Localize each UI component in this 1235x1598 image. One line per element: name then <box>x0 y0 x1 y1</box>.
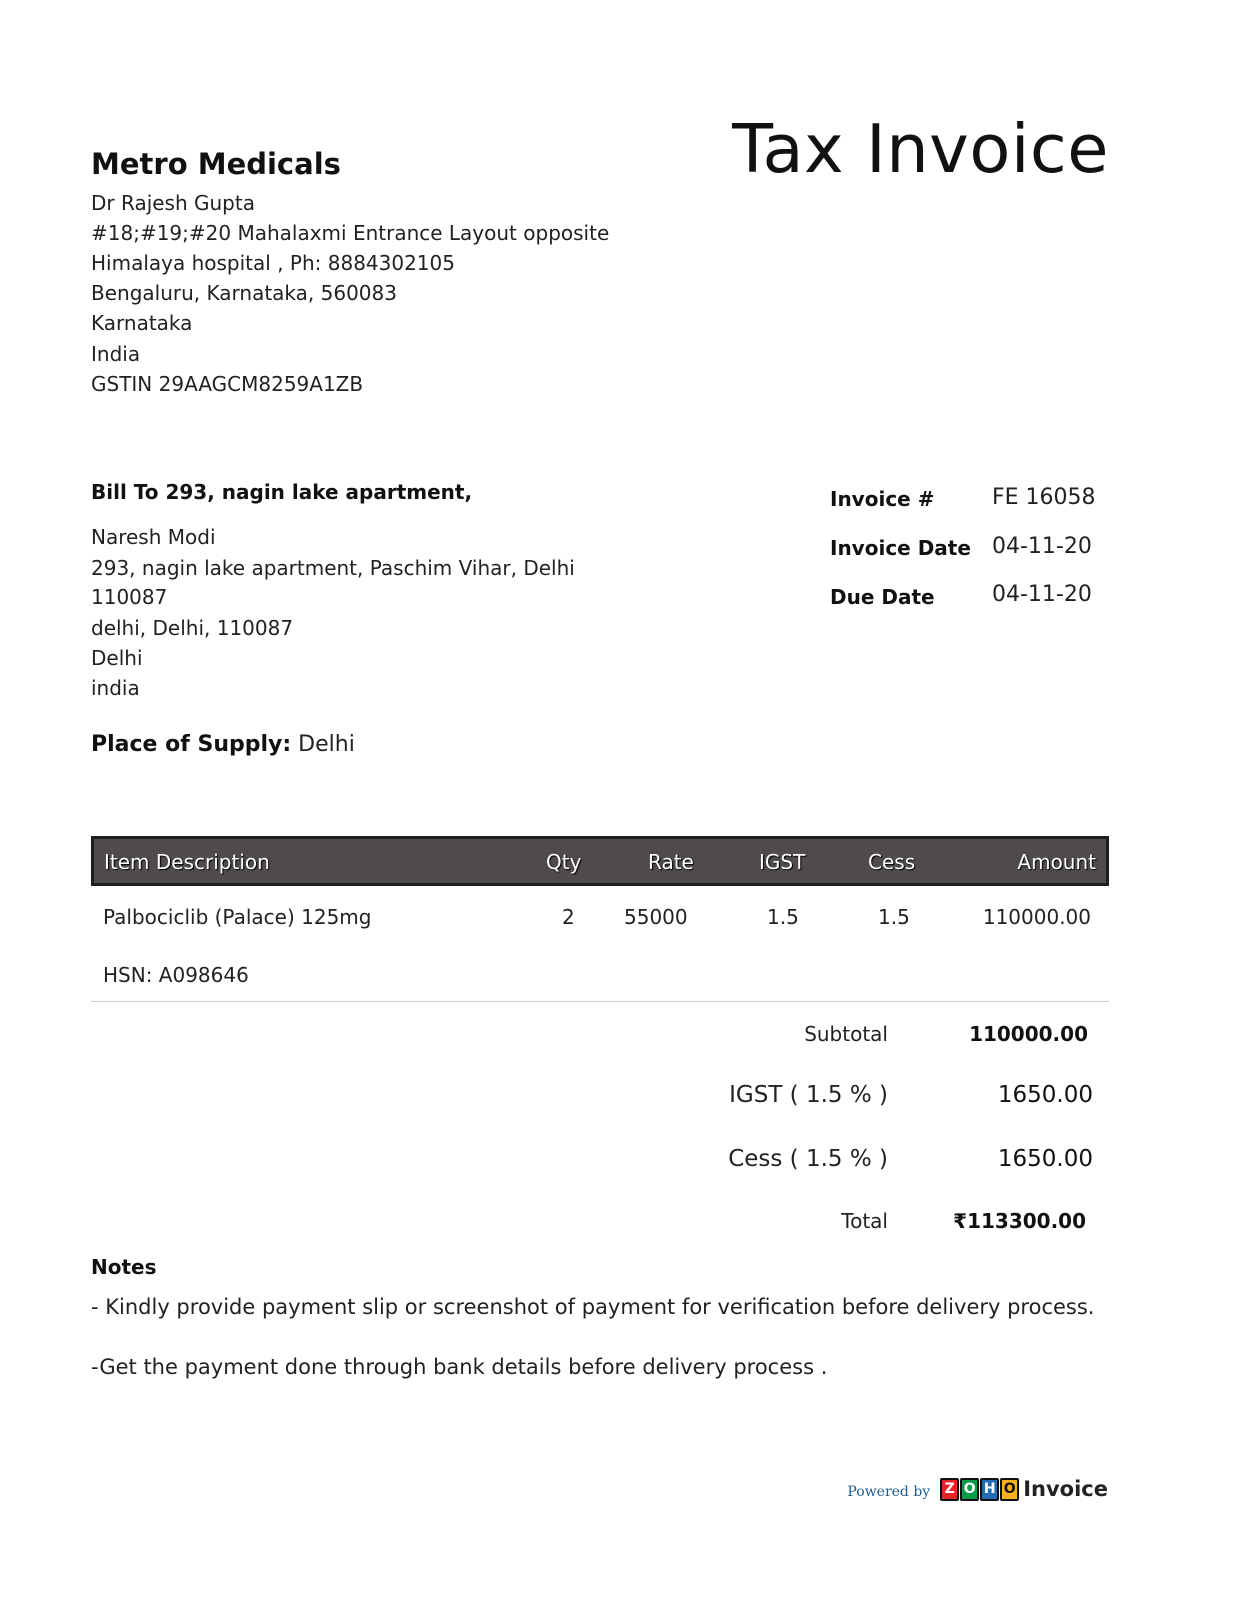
note-line: -Get the payment done through bank details before delivery process . <box>91 1355 828 1379</box>
invoice-number: FE 16058 <box>992 485 1096 510</box>
header-item-description: Item Description <box>104 850 270 874</box>
igst-label: IGST ( 1.5 % ) <box>729 1082 888 1108</box>
bill-to-heading: Bill To 293, nagin lake apartment, <box>91 480 473 504</box>
seller-address-line: #18;#19;#20 Mahalaxmi Entrance Layout opposite <box>91 221 610 245</box>
total-label: Total <box>841 1209 888 1233</box>
item-hsn: HSN: A098646 <box>103 963 249 987</box>
header-cess: Cess <box>868 850 916 874</box>
bill-to-line: Naresh Modi <box>91 525 216 549</box>
zoho-letter: O <box>960 1478 979 1501</box>
item-amount: 110000.00 <box>982 905 1091 929</box>
cess-value: 1650.00 <box>997 1146 1093 1172</box>
items-table-header <box>91 836 1109 886</box>
seller-gstin: GSTIN 29AAGCM8259A1ZB <box>91 372 364 396</box>
header-rate: Rate <box>648 850 694 874</box>
zoho-invoice-logo <box>940 1477 1108 1501</box>
notes-heading: Notes <box>91 1255 157 1279</box>
igst-value: 1650.00 <box>997 1082 1093 1108</box>
note-line: - Kindly provide payment slip or screenshot of payment for verification before delivery process. <box>91 1295 1095 1319</box>
total-value: ₹113300.00 <box>953 1209 1086 1233</box>
item-igst: 1.5 <box>767 905 799 929</box>
logo-word: Invoice <box>1023 1477 1108 1501</box>
due-date: 04-11-20 <box>992 582 1092 607</box>
seller-address-line: Dr Rajesh Gupta <box>91 191 255 215</box>
header-amount: Amount <box>1017 850 1096 874</box>
invoice-date-label: Invoice Date <box>830 536 971 560</box>
seller-address-line: Bengaluru, Karnataka, 560083 <box>91 281 397 305</box>
zoho-letter: O <box>1000 1478 1019 1501</box>
table-divider <box>91 1001 1109 1002</box>
bill-to-line: india <box>91 676 140 700</box>
place-of-supply <box>91 732 355 757</box>
place-of-supply-value: Delhi <box>298 732 355 757</box>
place-of-supply-label: Place of Supply: <box>91 732 292 757</box>
seller-address-line: India <box>91 342 141 366</box>
header-qty: Qty <box>546 850 582 874</box>
zoho-letter: Z <box>940 1478 959 1501</box>
item-cess: 1.5 <box>878 905 910 929</box>
cess-label: Cess ( 1.5 % ) <box>728 1146 888 1172</box>
seller-address-line: Karnataka <box>91 311 193 335</box>
header-igst: IGST <box>759 850 806 874</box>
seller-address-line: Himalaya hospital , Ph: 8884302105 <box>91 251 455 275</box>
bill-to-line: 110087 <box>91 585 168 609</box>
invoice-number-label: Invoice # <box>830 487 935 511</box>
zoho-letter: H <box>980 1478 999 1501</box>
item-description: Palbociclib (Palace) 125mg <box>103 905 372 929</box>
powered-by-footer <box>847 1477 1108 1501</box>
zoho-logo-icon <box>940 1478 1019 1501</box>
company-name: Metro Medicals <box>91 147 341 181</box>
bill-to-line: 293, nagin lake apartment, Paschim Vihar, Delhi <box>91 556 575 580</box>
item-qty: 2 <box>562 905 575 929</box>
bill-to-line: delhi, Delhi, 110087 <box>91 616 294 640</box>
subtotal-label: Subtotal <box>804 1022 888 1046</box>
subtotal-value: 110000.00 <box>969 1022 1088 1046</box>
invoice-date: 04-11-20 <box>992 534 1092 559</box>
powered-by-text: Powered by <box>847 1484 931 1500</box>
document-title: Tax Invoice <box>732 110 1109 188</box>
due-date-label: Due Date <box>830 585 935 609</box>
bill-to-line: Delhi <box>91 646 143 670</box>
item-rate: 55000 <box>624 905 688 929</box>
